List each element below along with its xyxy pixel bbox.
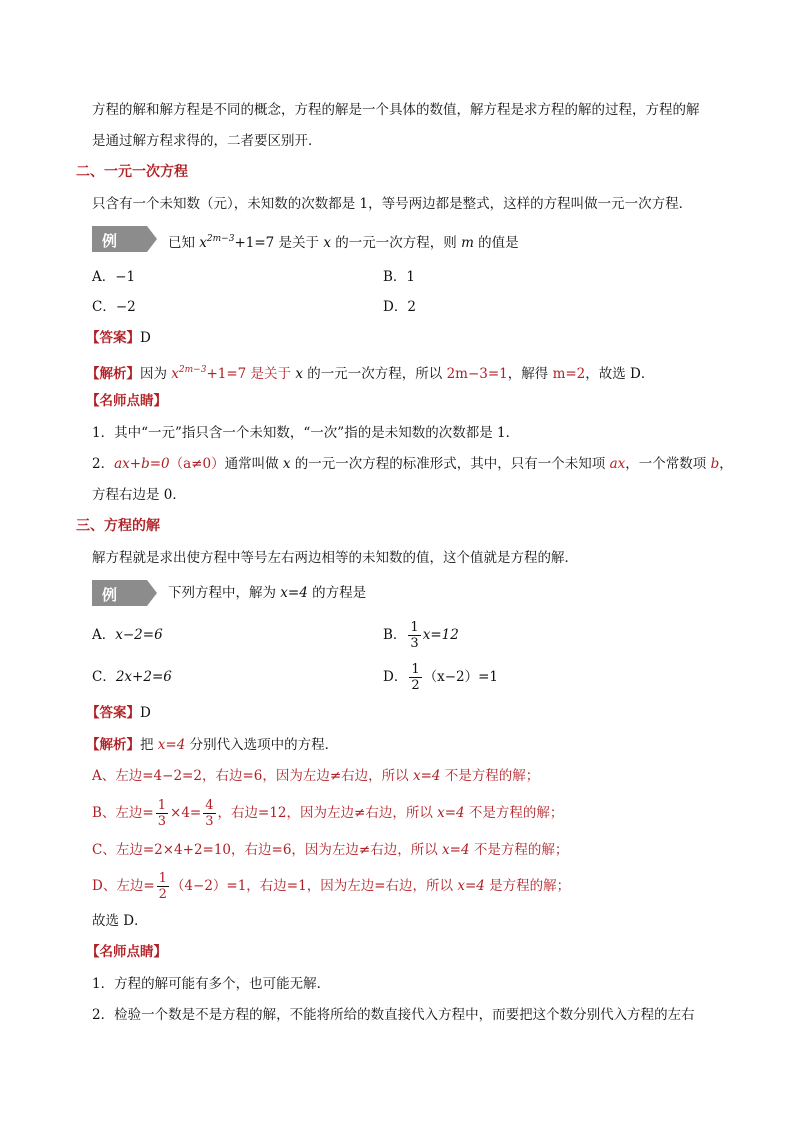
section-3-title: 三、方程的解 bbox=[76, 518, 160, 534]
intro-line-2: 是通过解方程求得的，二者要区别开． bbox=[92, 133, 322, 149]
example-3-analysis: 【解析】把 x=4 分别代入选项中的方程． bbox=[86, 737, 339, 753]
example-2-option-a: A．−1 bbox=[92, 269, 136, 285]
example-2-answer: 【答案】D bbox=[86, 330, 151, 346]
example-3-option-d: D． $\frac{1}{2}$ （x−2）=1 bbox=[383, 662, 499, 693]
example-2-option-c: C．−2 bbox=[92, 299, 136, 315]
example-3-tip-2: 2．检验一个数是不是方程的解，不能将所给的数直接代入方程中，而要把这个数分别代入方程的左右 bbox=[92, 1007, 695, 1023]
example-2-question: 已知 $x^{2m-3}+1=7$ 是关于 x 的一元一次方程，则 m 的值是 bbox=[168, 234, 519, 251]
example-3-tip-heading: 【名师点睛】 bbox=[86, 944, 167, 960]
section-2-definition: 只含有一个未知数（元），未知数的次数都是 1，等号两边都是整式，这样的方程叫做一元一次方程． bbox=[92, 196, 693, 212]
example-2-option-b: B．1 bbox=[383, 269, 416, 285]
example-3-option-a: A．x−2=6 bbox=[92, 627, 163, 643]
example-3-tip-1: 1．方程的解可能有多个，也可能无解． bbox=[92, 976, 331, 992]
example-3-conclusion: 故选 D． bbox=[92, 913, 148, 929]
example-2-tip-heading: 【名师点睛】 bbox=[86, 393, 167, 409]
intro-line-1: 方程的解和解方程是不同的概念，方程的解是一个具体的数值，解方程是求方程的解的过程，方程的解 bbox=[92, 102, 700, 118]
example-2-tip-1: 1．其中“一元”指只含一个未知数，“一次”指的是未知数的次数都是 1． bbox=[92, 425, 520, 441]
example-3-check-c: C、左边=2×4+2=10，右边=6，因为左边≠右边，所以 x=4 不是方程的解； bbox=[92, 842, 569, 858]
section-3-definition: 解方程就是求出使方程中等号左右两边相等的未知数的值，这个值就是方程的解． bbox=[92, 550, 578, 566]
example-3-question: 下列方程中，解为 x=4 的方程是 bbox=[168, 585, 367, 601]
example-3-check-a: A、左边=4−2=2，右边=6，因为左边≠右边，所以 x=4 不是方程的解； bbox=[92, 768, 540, 784]
section-2-title: 二、一元一次方程 bbox=[76, 164, 188, 180]
document-page: 方程的解和解方程是不同的概念，方程的解是一个具体的数值，解方程是求方程的解的过程，方程的解 是通过解方程求得的，二者要区别开． 二、一元一次方程 只含有一个未知数（元），未知数的次数都是 1，等号两边都是整式，这样的方程叫做一元一次方程． 例 2 已知 $x^{2m-3}+1=7$ 是关于 x 的一元一次方程，则 m 的值是 A．−1 B．1 C．−2 D．2 【答案】D 【解析】因为 $x^{2m-3}+1=7$ 是关于 x 的一元一次方程，所以 2m−3=1，解得 m=2，故选 D． 【名师点睛】 1．其中“一元”指只含一个未知数，“一次”指的是未知数的次数都是 1． 2．ax+b=0（a≠0）通常叫做 x 的一元一次方程的标准形式，其中，只有一个未知项 ax，一个常数项 b， 方程右边是 0． 三、方程的解 解方程就是求出使方程中等号左右两边相等的未知数的值，这个值就是方程的解． 例 3 下列方程中，解为 x=4 的方程是 A．x−2=6 B． $\frac{1}{3}$ x=12 C．2x+2=6 D． $\frac{1}{2}$ （x−2）=1 【答案】D 【解析】把 x=4 分别代入选项中的方程． A、左边=4−2=2，右边=6，因为左边≠右边，所以 x=4 不是方程的解； B、左边= $\frac{1}{3}$ ×4= $\frac{4}{3}$ ，右边=12，因为左边≠右边，所以 x=4 不是方程的解； C、左边=2×4+2=10，右边=6，因为左边≠右边，所以 x=4 不是方程的解； D、左边= $\frac{1}{2}$ （4−2）=1，右边=1，因为左边=右边，所以 x=4 是方程的解； 故选 D． 【名师点睛】 1．方程的解可能有多个，也可能无解． 2．检验一个数是不是方程的解，不能将所给的数直接代入方程中，而要把这个数分别代入方程的左右 bbox=[76, 102, 733, 1023]
example-3-answer: 【答案】D bbox=[86, 705, 151, 721]
example-2-tip-2: 2．ax+b=0（a≠0）通常叫做 x 的一元一次方程的标准形式，其中，只有一个未知项 ax，一个常数项 b， bbox=[92, 456, 733, 472]
example-2-tip-3: 方程右边是 0． bbox=[92, 487, 186, 503]
example-3-check-b: B、左边= $\frac{1}{3}$ ×4= $\frac{4}{3}$ ，右边=12，因为左边≠右边，所以 x=4 不是方程的解； bbox=[92, 798, 564, 829]
example-2-analysis: 【解析】因为 $x^{2m-3}+1=7$ 是关于 x 的一元一次方程，所以 2m−3=1，解得 m=2，故选 D． bbox=[86, 365, 655, 382]
example-3-check-d: D、左边= $\frac{1}{2}$ （4−2）=1，右边=1，因为左边=右边，所以 x=4 是方程的解； bbox=[92, 871, 571, 902]
example-2-option-d: D．2 bbox=[383, 299, 416, 315]
example-3-option-c: C．2x+2=6 bbox=[92, 669, 172, 685]
example-3-option-b: B． $\frac{1}{3}$ x=12 bbox=[383, 620, 459, 651]
